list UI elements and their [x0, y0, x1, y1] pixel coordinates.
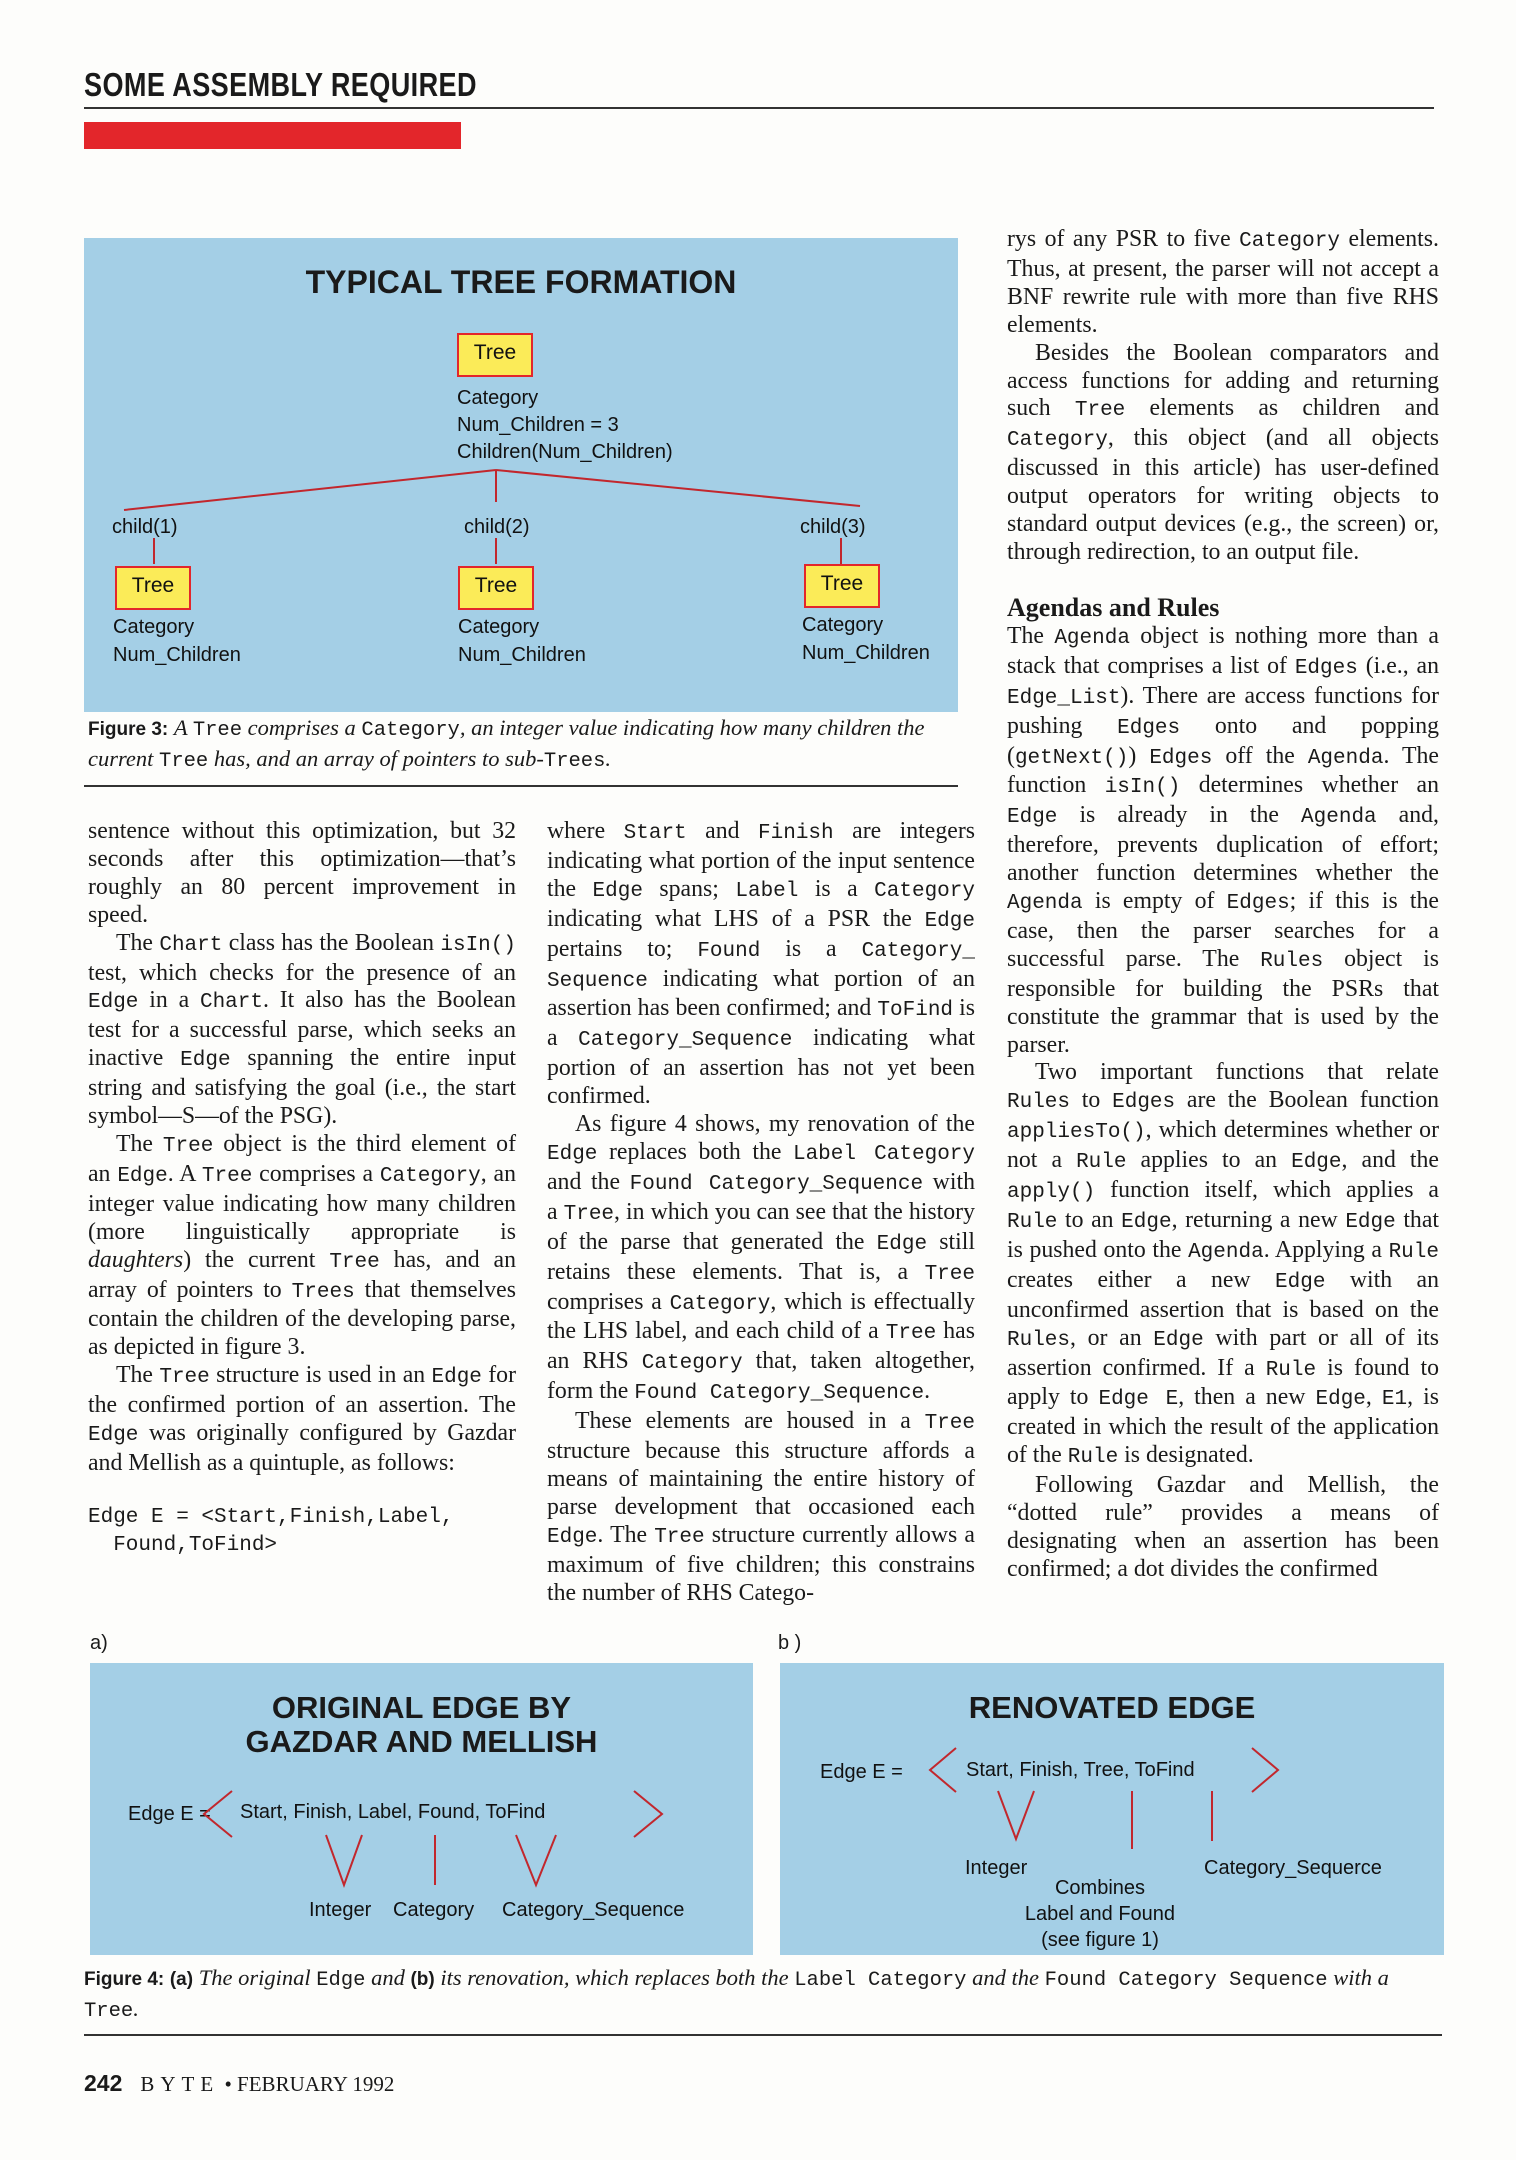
page-footer — [84, 2070, 394, 2097]
figure-4a-anno-category: Category — [393, 1899, 475, 1921]
header-rule — [84, 107, 1434, 109]
figure-4b-diagram — [780, 1663, 1444, 1955]
child-2-label: child(2) — [464, 516, 530, 538]
root-children-array: Children(Num_Children) — [457, 441, 673, 463]
issue-date: • FEBRUARY 1992 — [224, 2072, 395, 2096]
child-1-num-children: Num_Children — [113, 644, 241, 666]
header-color-bar — [84, 122, 461, 149]
figure-3-rule — [84, 785, 958, 787]
figure-3-caption: Figure 3: A Tree comprises a Category, an integer value indicating how many children the current Tree has, and an array of pointers to sub-Trees. — [88, 715, 925, 773]
figure-4a-fields: Start, Finish, Label, Found, ToFind — [240, 1801, 546, 1823]
figure-4a-anno-integer: Integer — [309, 1899, 372, 1921]
figure-4b-edge-prefix: Edge E = — [820, 1761, 903, 1783]
root-tree-box: Tree — [457, 333, 533, 377]
child-1-label: child(1) — [112, 516, 178, 538]
figure-4b-anno-integer: Integer — [965, 1857, 1028, 1879]
right-column-text: rys of any PSR to five Category elements. Thus, at present, the parser will not accept a BNF rewrite rule with more than five RHS elements. Besides the Boolean comparators and access functions for adding and returning such Tree elements as children and Category, this object (and all objects discussed in this article) has user-defined output operators for writing objects to standard output devices (e.g., the screen) or, through redirection, to an output file. Agendas and Rules The Agenda object is nothing more than a stack that comprises a list of Edges (i.e., an Edge_List). There are access functions for pushing Edges onto and popping (getNext()) Edges off the Agenda. The function isIn() determines whether an Edge is already in the Agenda and, therefore, prevents duplication of effort; another function determines whether the Agenda is empty of Edges; if this is the case, then the parser searches for a successful parse. The Rules object is responsible for building the PSRs that constitute the grammar that is used by the parser. Two important functions that relate Rules to Edges are the Boolean function appliesTo(), which determines whether or not a Rule applies to an Edge, and the apply() function itself, which applies a Rule to an Edge, returning a new Edge that is pushed onto the Agenda. Applying a Rule creates either a new Edge with an unconfirmed assertion that is based on the Rules, or an Edge with part or all of its assertion confirmed. If a Rule is found to apply to Edge E, then a new Edge, E1, is created in which the result of the application of the Rule is designated. Following Gazdar and Mellish, the “dotted rule” provides a means of designating when an assertion has been confirmed; a dot divides the confirmed — [1007, 226, 1440, 1582]
child-3-label: child(3) — [800, 516, 866, 538]
figure-4b-title: RENOVATED EDGE — [968, 1690, 1256, 1725]
section-title: SOME ASSEMBLY REQUIRED — [84, 66, 477, 103]
middle-column-text: where Start and Finish are integers indicating what portion of the input sentence the Edge spans; Label is a Category indicating what LHS of a PSR the Edge pertains to; Found is a Category_ Sequence indicating what portion of an assertion has been confirmed; and ToFind is a Category_Sequence indicating what portion of an assertion has not yet been confirmed. As figure 4 shows, my renovation of the Edge replaces both the Label Category and the Found Category_Sequence with a Tree, in which you can see that the history of the parse that generated the Edge still retains these elements. That is, a Tree comprises a Category, which is effectually the LHS label, and each child of a Tree has an RHS Category that, taken altogether, form the Found Category_Sequence. These elements are housed in a Tree structure because this structure affords a means of maintaining the entire history of parse development that occasioned each Edge. The Tree structure currently allows a maximum of five children; this constrains the number of RHS Catego- — [547, 818, 976, 1606]
edge-code-block: Edge E = <Start,Finish,Label, Found,ToFind> — [88, 1505, 454, 1557]
figure-4b-anno-combines-2: Label and Found — [1024, 1903, 1176, 1925]
figure-4b-anno-combines-1: Combines — [1054, 1877, 1146, 1899]
figure-4a-diagram — [90, 1663, 753, 1955]
root-num-children: Num_Children = 3 — [457, 414, 619, 436]
child-2-num-children: Num_Children — [458, 644, 586, 666]
figure-4a-title-line2: GAZDAR AND MELLISH — [245, 1724, 598, 1759]
child-3-category: Category — [802, 614, 884, 636]
figure-3-title: TYPICAL TREE FORMATION — [305, 264, 737, 300]
child-3-tree-box: Tree — [804, 564, 880, 608]
root-category: Category — [457, 387, 539, 409]
figure-4a-label: a) — [90, 1632, 108, 1654]
figure-4b-anno-combines-3: (see figure 1) — [1041, 1929, 1159, 1951]
figure-3-diagram — [84, 238, 958, 712]
figure-4-caption: Figure 4: (a) The original Edge and (b) its renovation, which replaces both the Label Category and the Found Category Sequence with a Tree. — [84, 1965, 1389, 2023]
figure-4a-anno-sequence: Category_Sequence — [502, 1899, 685, 1921]
left-column-text: sentence without this optimization, but 32 seconds after this optimization—that’s roughly an 80 percent improvement in speed. The Chart class has the Boolean isIn() test, which checks for the presence of an Edge in a Chart. It also has the Boolean test for a successful parse, which seeks an inactive Edge spanning the entire input string and satisfying the goal (i.e., the start symbol—S—of the PSG). The Tree object is the third element of an Edge. A Tree comprises a Category, an integer value indicating how many children (more linguistically appropriate is daughters) the current Tree has, and an array of pointers to Trees that themselves contain the children of the developing parse, as depicted in figure 3. The Tree structure is used in an Edge for the confirmed portion of an assertion. The Edge was originally configured by Gazdar and Mellish as a quintuple, as follows: Edge E = <Start,Finish,Label, Found,ToFind> — [88, 818, 516, 1560]
child-1-tree-box: Tree — [115, 566, 191, 610]
figure-4a-title-line1: ORIGINAL EDGE BY — [271, 1690, 572, 1725]
page-number: 242 — [84, 2070, 123, 2096]
figure-4-rule — [84, 2034, 1442, 2036]
figure-4a-edge-prefix: Edge E = — [128, 1803, 211, 1825]
child-2-tree-box: Tree — [458, 566, 534, 610]
magazine-name: BYTE — [140, 2072, 220, 2096]
figure-4b-anno-sequence: Category_Sequerce — [1204, 1857, 1382, 1879]
child-1-category: Category — [113, 616, 195, 638]
heading-agendas-and-rules: Agendas and Rules — [1007, 592, 1220, 622]
child-3-num-children: Num_Children — [802, 642, 930, 664]
figure-4b-label: b ) — [778, 1632, 802, 1654]
figure-4b-fields: Start, Finish, Tree, ToFind — [966, 1759, 1195, 1781]
child-2-category: Category — [458, 616, 540, 638]
